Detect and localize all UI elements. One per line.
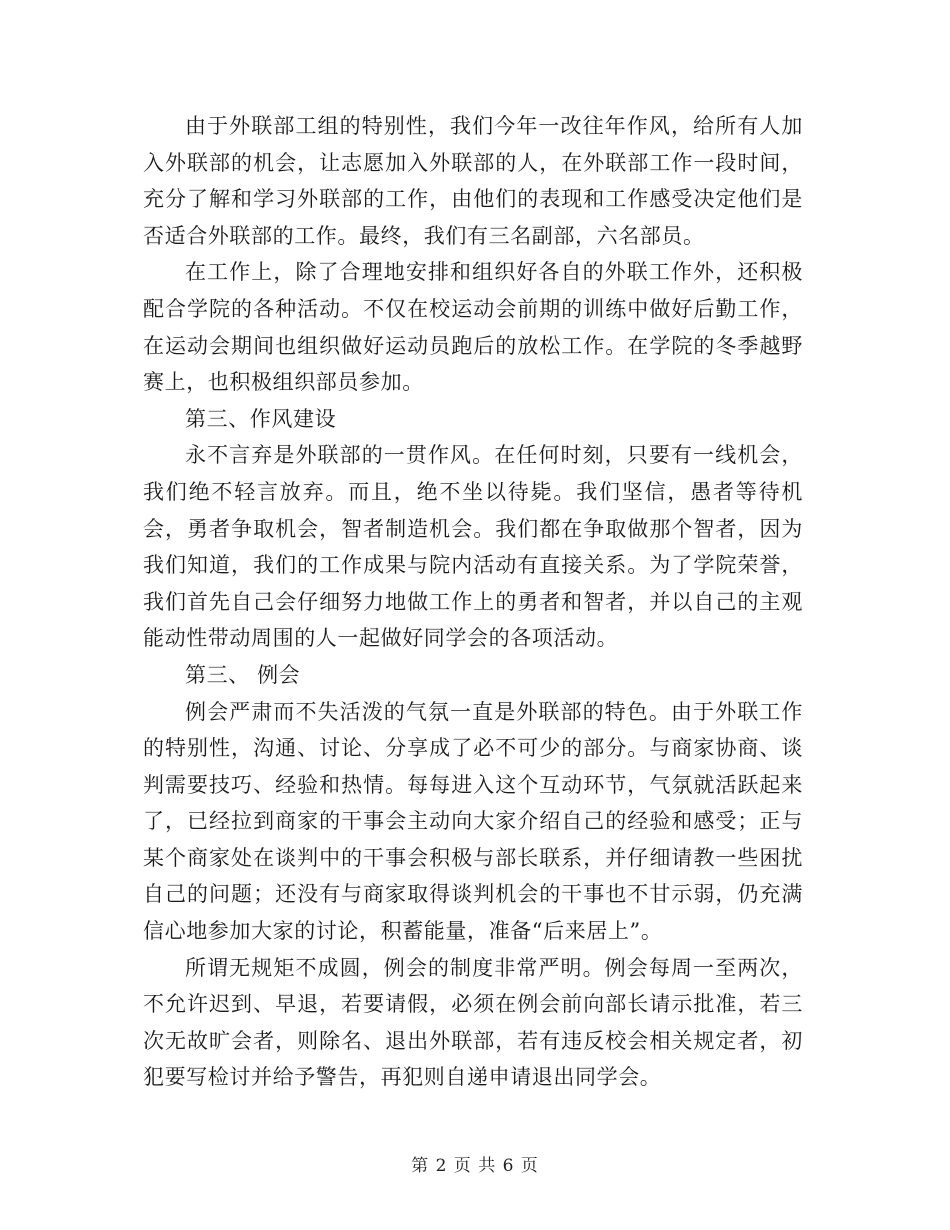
paragraph-work: 在工作上，除了合理地安排和组织好各自的外联工作外，还积极配合学院的各种活动。不仅在校运动会前期的训练中做好后勤工作，在运动会期间也组织做好运动员跑后的放松工作。在学院的冬季越野赛上，也积极组织部员参加。 (143, 260, 803, 395)
paragraph-meeting-atmosphere: 例会严肃而不失活泼的气氛一直是外联部的特色。由于外联工作的特别性，沟通、讨论、分享成了必不可少的部分。与商家协商、谈判需要技巧、经验和热情。每每进入这个互动环节，气氛就活跃起来了，已经拉到商家的干事会主动向大家介绍自己的经验和感受；正与某个商家处在谈判中的干事会积极与部长联系，并仔细请教一些困扰自己的问题；还没有与商家取得谈判机会的干事也不甘示弱，仍充满信心地参加大家的讨论，积蓄能量，准备“后来居上”。 (143, 699, 803, 944)
page-footer: 第 2 页 共 6 页 (411, 1156, 539, 1176)
document-body (143, 108, 803, 1096)
paragraph-recruitment: 由于外联部工组的特别性，我们今年一改往年作风，给所有人加入外联部的机会，让志愿加入外联部的人，在外联部工作一段时间，充分了解和学习外联部的工作，由他们的表现和工作感受决定他们是否适合外联部的工作。最终，我们有三名副部，六名部员。 (143, 114, 803, 248)
section-heading-style: 第三、作风建设 (185, 406, 337, 431)
paragraph-style: 永不言弃是外联部的一贯作风。在任何时刻，只要有一线机会，我们绝不轻言放弃。而且，绝不坐以待毙。我们坚信，愚者等待机会，勇者争取机会，智者制造机会。我们都在争取做那个智者，因为我们知道，我们的工作成果与院内活动有直接关系。为了学院荣誉，我们首先自己会仔细努力地做工作上的勇者和智者，并以自己的主观能动性带动周围的人一起做好同学会的各项活动。 (143, 443, 803, 651)
section-heading-meeting: 第三、 例会 (185, 662, 301, 687)
paragraph-meeting-rules: 所谓无规矩不成圆，例会的制度非常严明。例会每周一至两次，不允许迟到、早退，若要请假，必须在例会前向部长请示批准，若三次无故旷会者，则除名、退出外联部，若有违反校会相关规定者，初犯要写检讨并给予警告，再犯则自递申请退出同学会。 (143, 955, 803, 1090)
